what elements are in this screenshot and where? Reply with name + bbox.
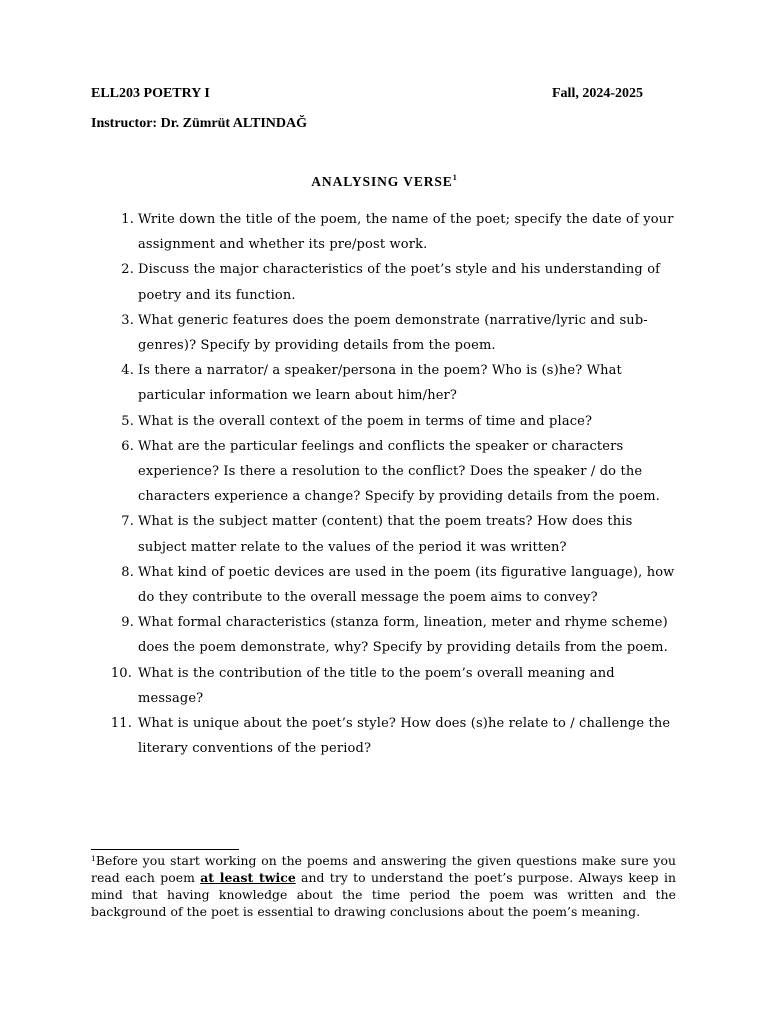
list-item-text: What kind of poetic devices are used in the poem (its figurative language), how do they contribute to the overall message the poem aims to convey? bbox=[138, 564, 675, 606]
list-item-text: What are the particular feelings and conflicts the speaker or characters experience? Is there a resolution to the conflict? Does the speaker / do the characters experience a change? Specify by providing details from the poem. bbox=[138, 438, 660, 505]
list-item-number: 3. bbox=[121, 312, 134, 328]
academic-term: Fall, 2024-2025 bbox=[552, 86, 643, 101]
footnote-separator bbox=[91, 849, 239, 850]
instructor-name: Instructor: Dr. Zümrüt ALTINDAĞ bbox=[91, 116, 307, 131]
list-item bbox=[100, 661, 680, 711]
list-item bbox=[100, 308, 680, 358]
list-item-number: 6. bbox=[121, 438, 134, 454]
page-title-text: ANALYSING VERSE bbox=[311, 174, 453, 189]
list-item-text: Write down the title of the poem, the name of the poet; specify the date of your assignment and whether its pre/post work. bbox=[138, 212, 674, 253]
footnote-text-after: and try to understand the poet’s purpose. Always keep in mind that having knowledge about the time period the poem was written and the background of the poet is essential to drawing conclusions about the poem’s meaning. bbox=[91, 869, 676, 919]
list-item-number: 4. bbox=[121, 363, 134, 379]
list-item-text: Discuss the major characteristics of the poet’s style and his understanding of poetry and its function. bbox=[138, 262, 661, 303]
list-item-text: What generic features does the poem demonstrate (narrative/lyric and sub-genres)? Specify by providing details from the poem. bbox=[138, 312, 648, 354]
list-item-number: 5. bbox=[121, 413, 134, 429]
course-title: ELL203 POETRY I bbox=[91, 86, 210, 101]
list-item bbox=[100, 409, 680, 434]
list-item-number: 1. bbox=[121, 212, 134, 227]
list-item bbox=[100, 434, 680, 510]
question-list bbox=[100, 207, 680, 761]
list-item bbox=[100, 207, 680, 257]
list-item-text: What is unique about the poet’s style? How does (s)he relate to / challenge the literary conventions of the period? bbox=[138, 716, 671, 757]
list-item bbox=[100, 610, 680, 660]
footnote-mark: 1 bbox=[91, 854, 96, 863]
list-item bbox=[100, 358, 680, 408]
list-item bbox=[100, 560, 680, 610]
list-item-text: What is the subject matter (content) that the poem treats? How does this subject matter relate to the values of the period it was written? bbox=[138, 514, 633, 555]
list-item-number: 9. bbox=[121, 615, 134, 631]
list-item-text: What is the overall context of the poem in terms of time and place? bbox=[138, 413, 593, 429]
list-item-number: 7. bbox=[121, 514, 134, 530]
footnote-text-before: Before you start working on the poems and answering the given questions make sure you read each poem bbox=[91, 853, 676, 885]
list-item bbox=[100, 711, 680, 761]
list-item-number: 10. bbox=[110, 665, 132, 681]
footnote bbox=[91, 853, 676, 921]
page-title bbox=[0, 174, 768, 190]
list-item bbox=[100, 509, 680, 559]
list-item-text: Is there a narrator/ a speaker/persona in the poem? Who is (s)he? What particular information we learn about him/her? bbox=[138, 363, 622, 404]
list-item-number: 2. bbox=[121, 262, 134, 278]
list-item-number: 8. bbox=[121, 564, 134, 580]
list-item-text: What formal characteristics (stanza form, lineation, meter and rhyme scheme) does the poem demonstrate, why? Specify by providing details from the poem. bbox=[138, 615, 668, 656]
list-item bbox=[100, 257, 680, 307]
list-item-text: What is the contribution of the title to the poem’s overall meaning and message? bbox=[138, 665, 615, 706]
list-item-number: 11. bbox=[110, 716, 132, 732]
footnote-emphasis: at least twice bbox=[200, 869, 296, 885]
title-footnote-mark: 1 bbox=[452, 173, 457, 182]
